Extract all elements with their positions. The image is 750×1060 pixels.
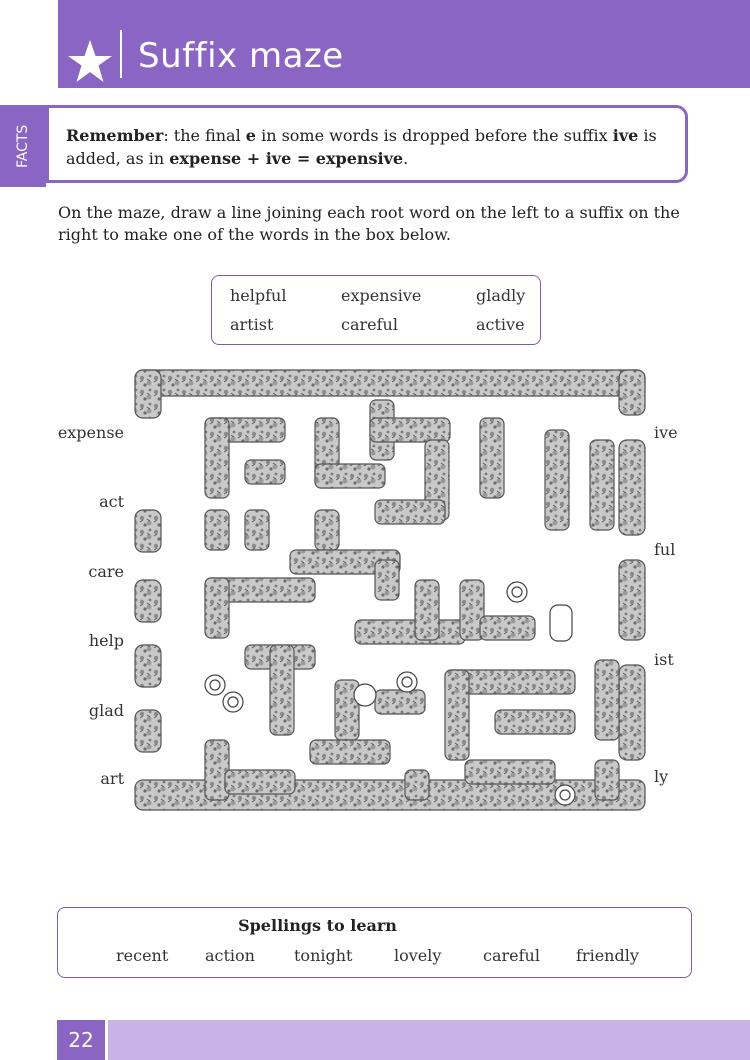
facts-text	[66, 124, 676, 170]
root-word: expense	[57, 423, 124, 442]
spelling-word: recent	[116, 946, 169, 965]
remember-label: Remember	[66, 126, 164, 145]
word-box-item: gladly	[476, 286, 526, 305]
spelling-word: action	[205, 946, 255, 965]
root-word: art	[100, 769, 124, 788]
letter-e: e	[245, 126, 256, 145]
spellings-title: Spellings to learn	[238, 916, 397, 935]
suffix-word: ive	[654, 423, 678, 442]
root-word: help	[88, 631, 124, 650]
footer-bar	[108, 1020, 750, 1060]
suffix-word: ful	[654, 540, 676, 559]
facts-text-part2: in some words is dropped before the suffix	[255, 126, 613, 145]
spelling-word: tonight	[294, 946, 353, 965]
root-word: act	[99, 492, 124, 511]
instruction-text: On the maze, draw a line joining each root word on the left to a suffix on the right to make one of the words in the box below.	[58, 203, 680, 244]
root-word: glad	[88, 701, 124, 720]
facts-text-end: .	[403, 149, 409, 168]
facts-tab-label: FACTS	[15, 124, 31, 168]
word-box-item: active	[476, 315, 525, 334]
suffix-word: ist	[654, 650, 674, 669]
spelling-word: lovely	[394, 946, 442, 965]
facts-text-part3: is added, as in	[66, 126, 657, 168]
word-box-item: expensive	[341, 286, 422, 305]
spelling-word: friendly	[576, 946, 639, 965]
word-box-item: helpful	[230, 286, 287, 305]
page-number: 22	[57, 1020, 105, 1060]
page-title: Suffix maze	[138, 36, 344, 76]
page-header	[58, 0, 750, 88]
header-divider	[120, 30, 122, 78]
star-icon	[58, 0, 122, 88]
facts-text-part1: : the final	[163, 126, 246, 145]
hedge-maze	[125, 360, 655, 840]
root-word: care	[88, 562, 124, 581]
suffix-ive: ive	[612, 126, 639, 145]
suffix-word: ly	[654, 767, 669, 786]
facts-example: expense + ive = expensive	[169, 149, 404, 168]
word-box-item: careful	[341, 315, 398, 334]
word-box-item: artist	[230, 315, 274, 334]
word-box	[211, 275, 541, 345]
spelling-word: careful	[483, 946, 540, 965]
